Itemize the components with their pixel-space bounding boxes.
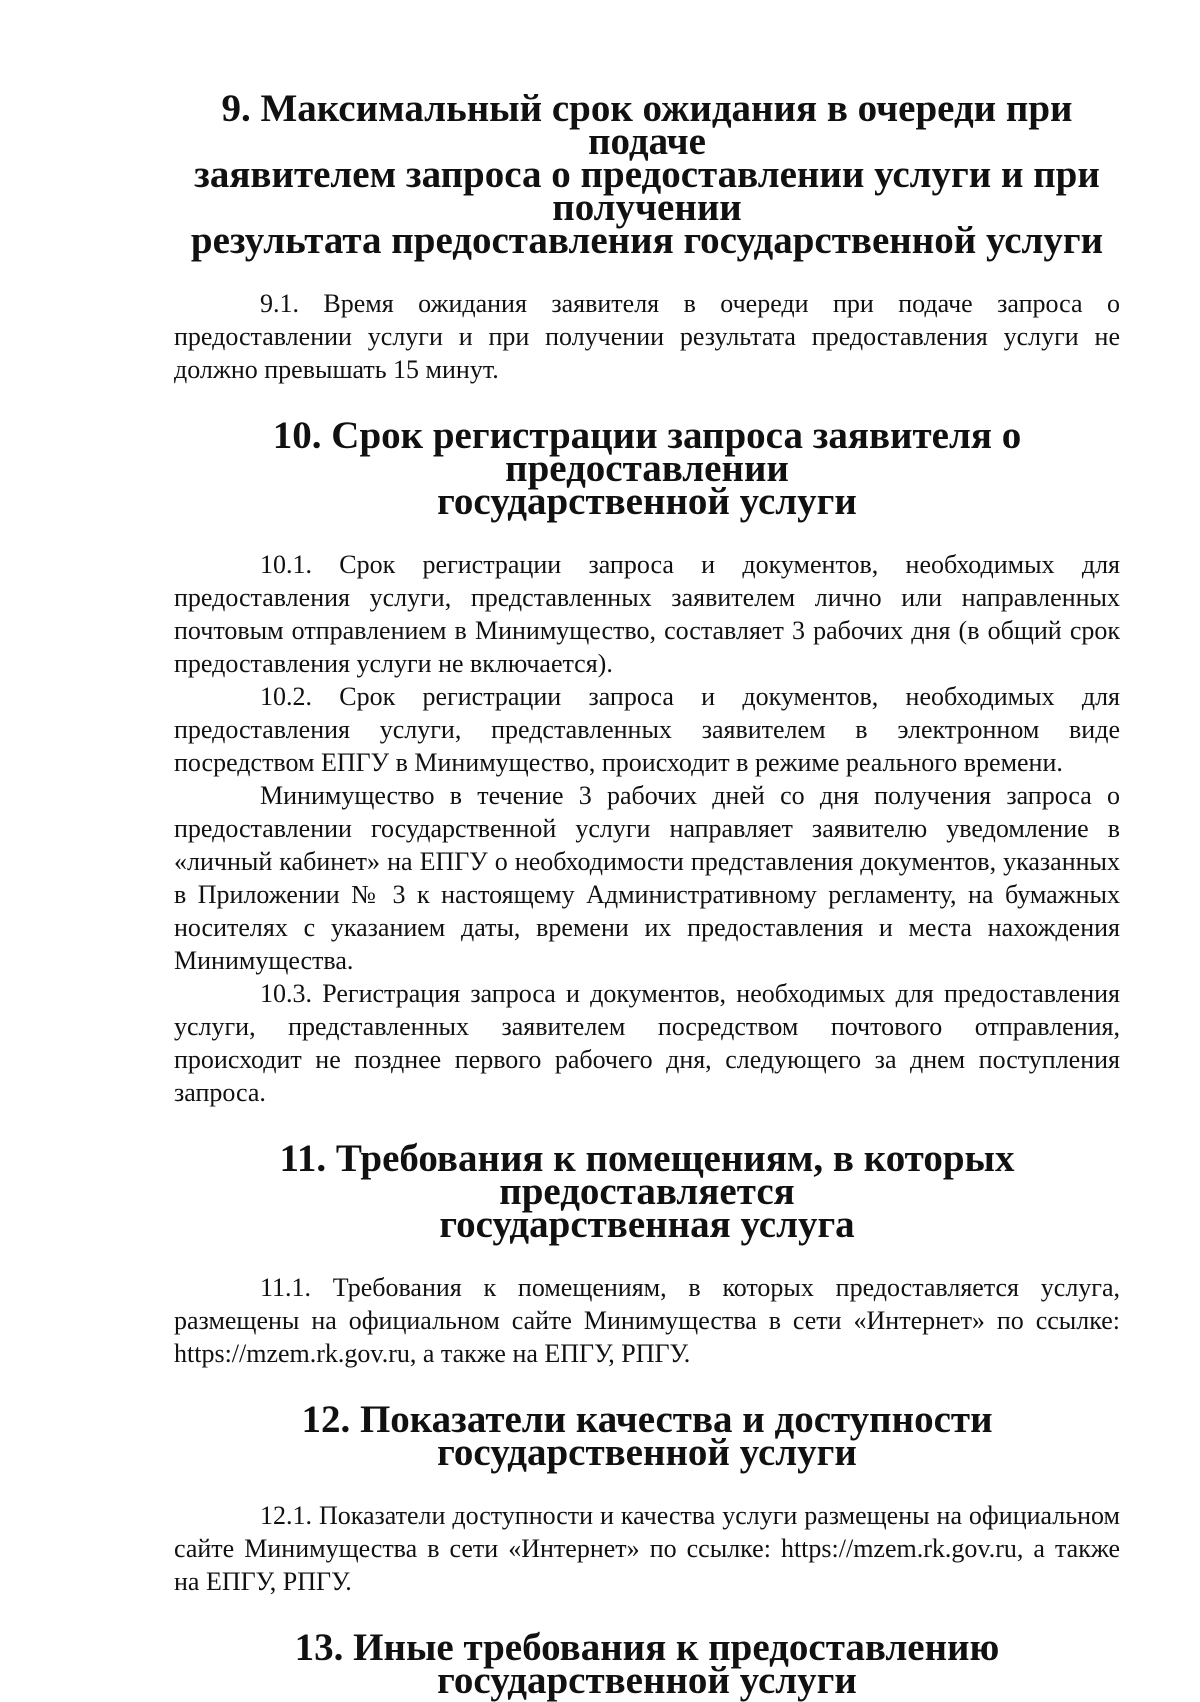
heading-line: 9. Максимальный срок ожидания в очереди при подаче	[221, 87, 1073, 163]
document-page	[174, 87, 1120, 1702]
section-12-heading	[174, 1398, 1120, 1474]
paragraph-10-notice: Минимущество в течение 3 рабочих дней со дня получения запроса о предоставлении государственной услуги направляет заявителю уведомление в «личный кабинет» на ЕПГУ о необходимости представления документов, указанных в Приложении № 3 к настоящему Административному регламенту, на бумажных носителях с указанием даты, времени их предоставления и места нахождения Минимущества.	[174, 781, 1120, 975]
section-10-heading	[174, 414, 1120, 523]
paragraph-11-1: 11.1. Требования к помещениям, в которых предоставляется услуга, размещены на официальном сайте Минимущества в сети «Интернет» по ссылке: https://mzem.rk.gov.ru, а также на ЕПГУ, РПГУ.	[174, 1273, 1120, 1368]
heading-line: 11. Требования к помещениям, в которых предоставляется	[279, 1137, 1015, 1213]
paragraph-12-1: 12.1. Показатели доступности и качества услуги размещены на официальном сайте Минимущества в сети «Интернет» по ссылке: https://mzem.rk.gov.ru, а также на ЕПГУ, РПГУ.	[174, 1501, 1120, 1596]
heading-line: 13. Иные требования к предоставлению государственной услуги	[294, 1626, 1000, 1702]
heading-line: государственной услуги	[437, 480, 857, 523]
paragraph-10-2: 10.2. Срок регистрации запроса и документов, необходимых для предоставления услуги, представленных заявителем в электронном виде посредством ЕПГУ в Минимущество, происходит в режиме реального времени.	[174, 682, 1120, 777]
heading-line: результата предоставления государственной услуги	[190, 219, 1104, 262]
paragraph-9-1: 9.1. Время ожидания заявителя в очереди при подаче запроса о предоставлении услуги и при получении результата предоставления услуги не должно превышать 15 минут.	[174, 289, 1120, 384]
heading-line: 10. Срок регистрации запроса заявителя о предоставлении	[272, 414, 1022, 490]
section-13-heading	[174, 1626, 1120, 1702]
heading-line: государственная услуга	[439, 1203, 855, 1246]
paragraph-10-3: 10.3. Регистрация запроса и документов, необходимых для предоставления услуги, представленных заявителем посредством почтового отправления, происходит не позднее первого рабочего дня, следующего за днем поступления запроса.	[174, 979, 1120, 1107]
paragraph-10-1: 10.1. Срок регистрации запроса и документов, необходимых для предоставления услуги, представленных заявителем лично или направленных почтовым отправлением в Минимущество, составляет 3 рабочих дня (в общий срок предоставления услуги не включается).	[174, 550, 1120, 678]
section-9-heading	[174, 87, 1120, 262]
heading-line: заявителем запроса о предоставлении услуги и при получении	[194, 153, 1100, 229]
heading-line: 12. Показатели качества и доступности государственной услуги	[301, 1398, 993, 1474]
section-11-heading	[174, 1137, 1120, 1246]
